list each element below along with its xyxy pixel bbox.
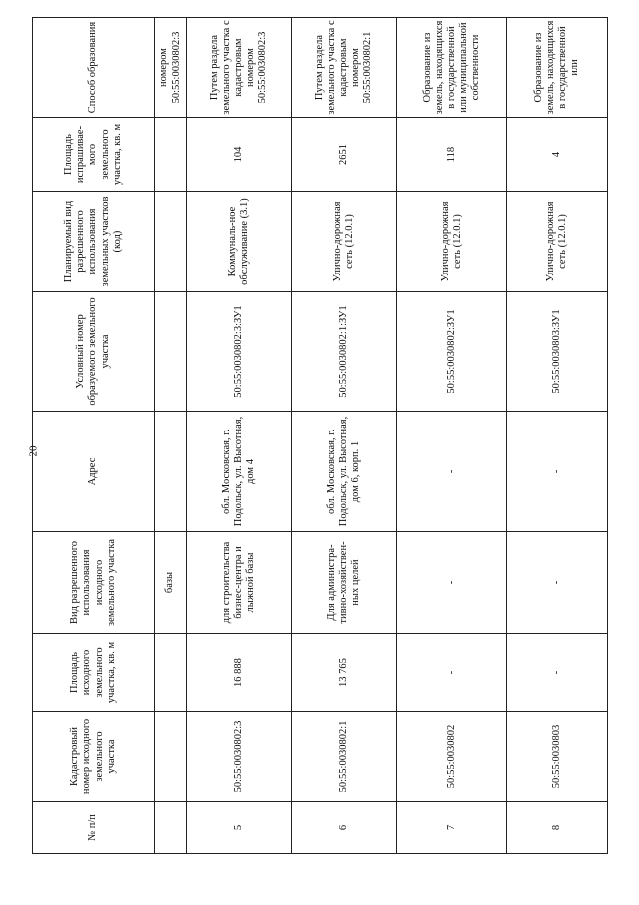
cell-address: обл. Московская, г. Подольск, ул. Высотная, дом 6, корп. 1 — [292, 412, 397, 532]
cell — [155, 634, 187, 712]
cell-vri: для строительства бизнес-центра и лыжной базы — [187, 532, 292, 634]
cell — [155, 712, 187, 802]
cell-area-req: 2651 — [292, 118, 397, 192]
cell-vri: - — [397, 532, 507, 634]
cell-area-src: - — [507, 634, 608, 712]
cell-cadastral: 50:55:0030802:3 — [187, 712, 292, 802]
cell-area-src: 16 888 — [187, 634, 292, 712]
cell-method: Образование из земель, находящихся в государственной или муниципальной собственности — [397, 18, 507, 118]
page-number: 20 — [27, 445, 40, 457]
cell-cond-num: 50:55:0030802:3:ЗУ1 — [187, 292, 292, 412]
cell-cond-num: 50:55:0030803:ЗУ1 — [507, 292, 608, 412]
table-row — [397, 18, 507, 854]
cell — [155, 802, 187, 854]
cell-vri: базы — [155, 532, 187, 634]
cell-cond-num: 50:55:0030802:1:ЗУ1 — [292, 292, 397, 412]
cell — [155, 192, 187, 292]
cell — [155, 292, 187, 412]
cell-vri: - — [507, 532, 608, 634]
cell-address: - — [507, 412, 608, 532]
cell-cond-num: 50:55:0030802:ЗУ1 — [397, 292, 507, 412]
table-row — [292, 18, 397, 854]
cell-method: номером 50:55:0030802:3 — [155, 18, 187, 118]
cell-area-req: 4 — [507, 118, 608, 192]
header-row — [33, 18, 155, 854]
cell — [155, 118, 187, 192]
header-cond-num: Условный номер образуемого земельного участка — [33, 292, 155, 412]
header-area-src: Площадь исходного земельного участка, кв. м — [33, 634, 155, 712]
cell-area-src: 13 765 — [292, 634, 397, 712]
cell-num: 8 — [507, 802, 608, 854]
cell-planned: Улично-дорожная сеть (12.0.1) — [292, 192, 397, 292]
cell-cadastral: 50:55:0030802:1 — [292, 712, 397, 802]
cell-area-req: 118 — [397, 118, 507, 192]
cell-area-req: 104 — [187, 118, 292, 192]
cell-vri: Для администра-тивно-хозяйствен-ных целей — [292, 532, 397, 634]
cell-address: - — [397, 412, 507, 532]
cell-planned: Улично-дорожная сеть (12.0.1) — [397, 192, 507, 292]
header-num: № п/п — [33, 802, 155, 854]
cell-num: 7 — [397, 802, 507, 854]
cell-planned: Коммуналь-ное обслуживание (3.1) — [187, 192, 292, 292]
table-row — [507, 18, 608, 854]
cell-num: 6 — [292, 802, 397, 854]
header-planned: Планируемый вид разрешенного использования земельных участков (код) — [33, 192, 155, 292]
cell-method: Образование из земель, находящихся в государственной или — [507, 18, 608, 118]
cell-area-src: - — [397, 634, 507, 712]
continuation-row — [155, 18, 187, 854]
header-area-req: Площадь испрашивае-мого земельного участка, кв. м — [33, 118, 155, 192]
header-vri: Вид разрешенного использования исходного земельного участка — [33, 532, 155, 634]
land-plots-table — [32, 17, 608, 854]
header-address: Адрес — [33, 412, 155, 532]
table-container — [32, 18, 608, 854]
cell-num: 5 — [187, 802, 292, 854]
rotated-table-frame — [32, 18, 608, 854]
cell-address: обл. Московская, г. Подольск, ул. Высотная, дом 4 — [187, 412, 292, 532]
cell — [155, 412, 187, 532]
table-row — [187, 18, 292, 854]
cell-cadastral: 50:55:0030803 — [507, 712, 608, 802]
cell-cadastral: 50:55:0030802 — [397, 712, 507, 802]
cell-planned: Улично-дорожная сеть (12.0.1) — [507, 192, 608, 292]
cell-method: Путем раздела земельного участка с кадастровым номером 50:55:0030802:1 — [292, 18, 397, 118]
cell-method: Путем раздела земельного участка с кадастровым номером 50:55:0030802:3 — [187, 18, 292, 118]
header-method: Способ образования — [33, 18, 155, 118]
header-cadastral: Кадастровый номер исходного земельного участка — [33, 712, 155, 802]
